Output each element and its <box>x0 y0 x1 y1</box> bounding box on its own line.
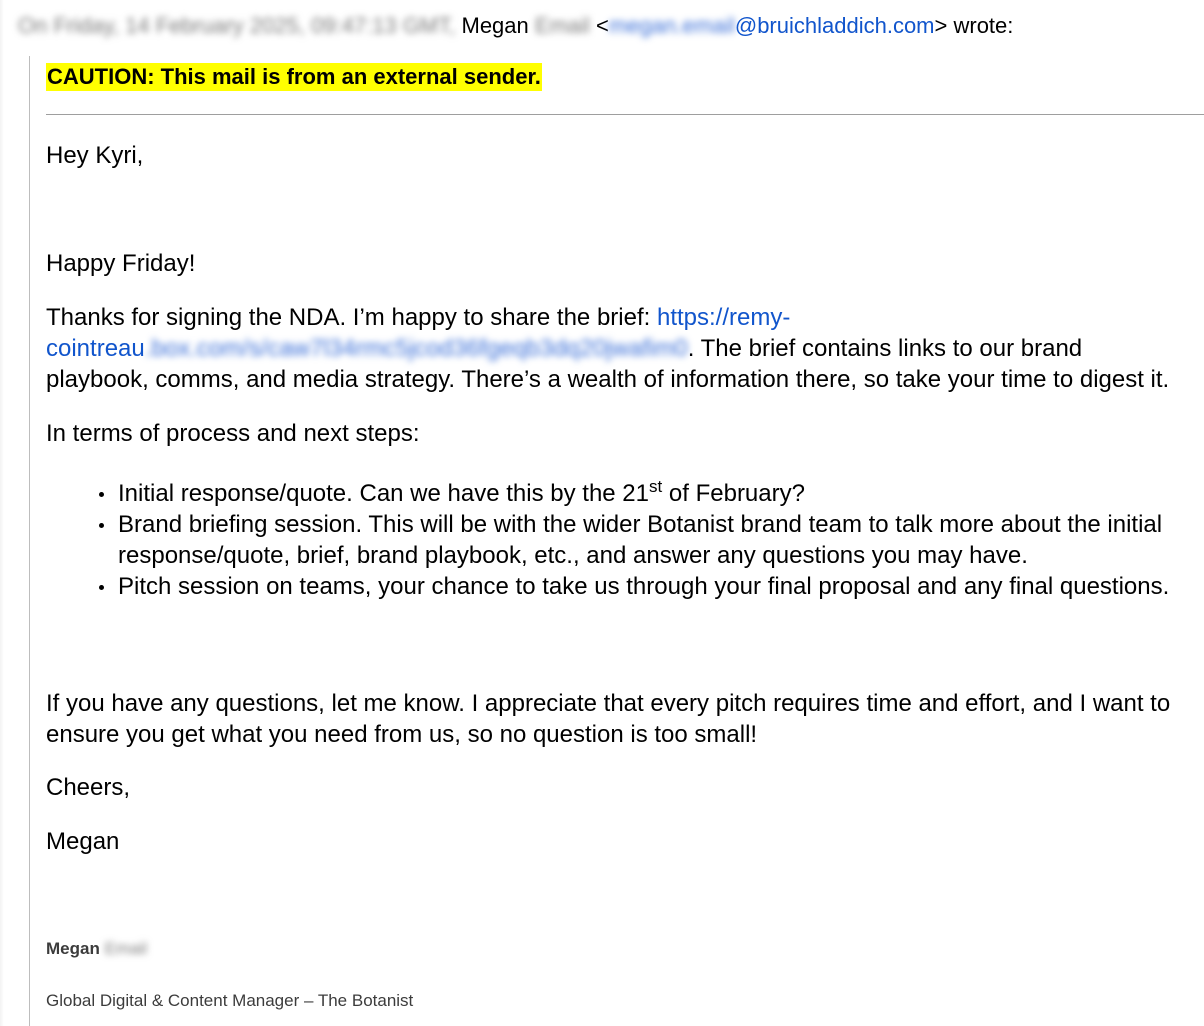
sender-first-name: Megan <box>461 13 529 38</box>
wrote-label: > wrote: <box>934 13 1014 38</box>
signer-name: Megan <box>46 828 120 855</box>
quote-attribution <box>18 12 1013 40</box>
list-item-initial-response <box>118 478 1204 509</box>
brief-link-redacted: .box.com/s/caw7l34rmc5jcod36fgeqb3dq20jwafim0 <box>144 335 688 362</box>
redacted-signature-surname: Email <box>104 939 148 958</box>
brief-description-text: . The brief contains links to our brand playbook, comms, and media strategy. There’s a wealth of information there, so take your time to digest it. <box>46 335 1170 393</box>
warning-divider <box>46 114 1204 115</box>
sender-email-link[interactable]: @bruichladdich.com <box>734 13 935 38</box>
process-intro: In terms of process and next steps: <box>46 420 420 447</box>
angle-open: < <box>596 13 609 38</box>
window-edge <box>0 0 4 1026</box>
list-item-pitch-session <box>118 571 1204 602</box>
step-3-text: Pitch session on teams, your chance to take us through your final proposal and any final questions. <box>118 573 1170 600</box>
happy-friday-line: Happy Friday! <box>46 250 196 277</box>
greeting: Hey Kyri, <box>46 142 144 169</box>
redacted-email-local: megan.email <box>608 13 735 38</box>
redacted-date: On Friday, 14 February 2025, 09:47:13 GMT, <box>18 13 456 38</box>
signature-title: Global Digital & Content Manager – The Botanist <box>46 991 414 1010</box>
next-steps-list <box>46 478 1204 602</box>
sign-off: Cheers, <box>46 774 131 801</box>
step-1-text: Initial response/quote. Can we have this by the 21 <box>118 480 649 507</box>
closing-paragraph: If you have any questions, let me know. I appreciate that every pitch requires time and effort, and I want to ensure you get what you need from us, so no question is too small! <box>46 690 1171 748</box>
quoted-message <box>29 56 1204 1026</box>
brief-intro-text: Thanks for signing the NDA. I’m happy to share the brief: <box>46 304 657 331</box>
redacted-sender-surname: Email <box>534 13 590 38</box>
signature-name <box>46 938 147 960</box>
brief-link-visible: https://remy-cointreau <box>46 304 791 362</box>
brief-paragraph <box>46 302 1186 395</box>
step-1-text-end: of February? <box>662 480 805 507</box>
step-2-text: Brand briefing session. This will be with the wider Botanist brand team to talk more about the initial response/quote, brief, brand playbook, etc., and answer any questions you may have. <box>118 511 1163 569</box>
list-item-briefing-session <box>118 509 1204 571</box>
signature-first-name: Megan <box>46 939 100 958</box>
external-sender-warning: CAUTION: This mail is from an external sender. <box>47 64 541 89</box>
step-1-ordinal-suffix: st <box>649 477 663 496</box>
